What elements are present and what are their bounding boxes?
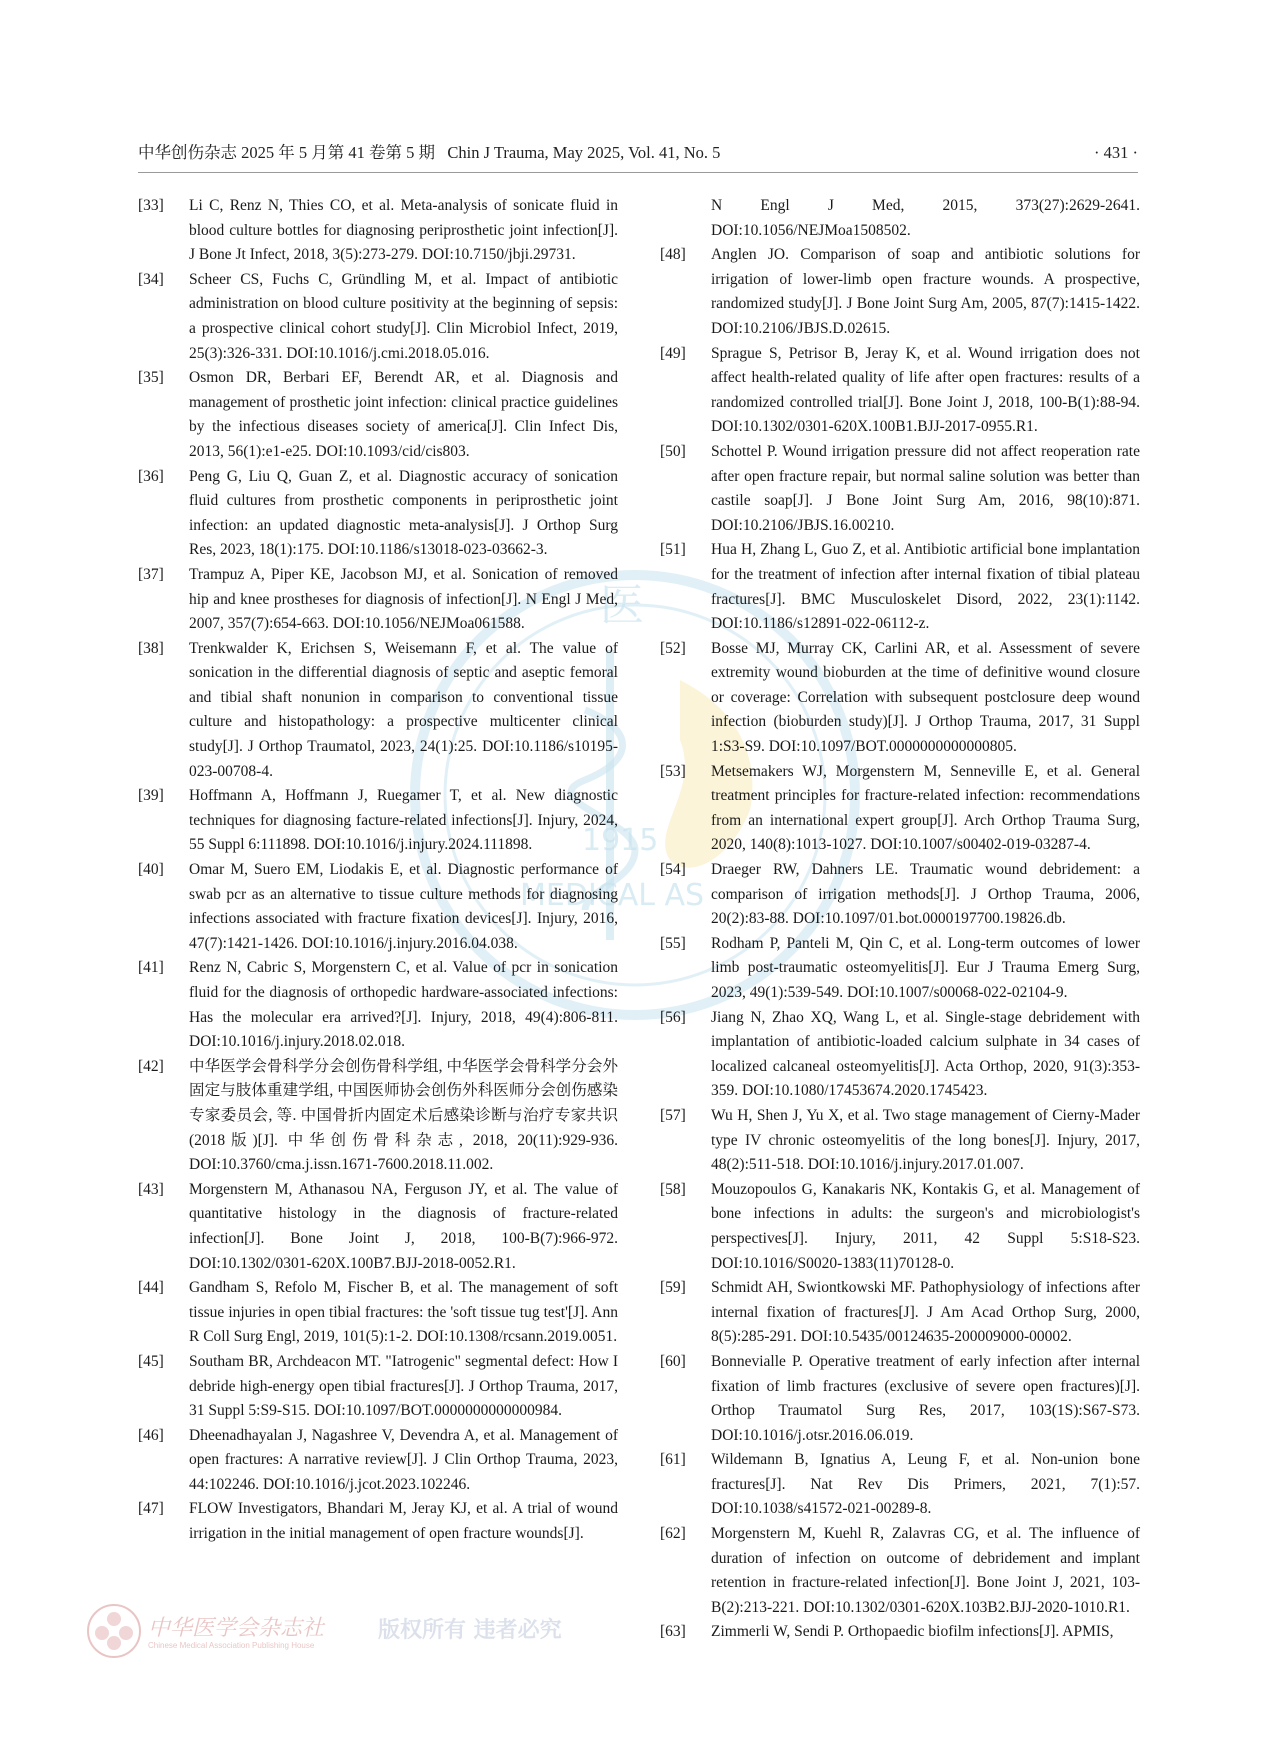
reference-item [660, 760, 1140, 858]
reference-item [660, 932, 1140, 1006]
reference-number: [40] [138, 861, 164, 879]
reference-number: [41] [138, 959, 164, 977]
watermark-motto: MEDICAL AS [520, 878, 705, 913]
reference-item [660, 1522, 1140, 1620]
reference-text: Morgenstern M, Kuehl R, Zalavras CG, et al. The influence of duration of infection on outcome of debridement and implant retention in fracture-related infection[J]. Bone Joint J, 2021, 103-B(2):213-221. DOI:10.1302/0301-620X.103B2.BJJ-2020-1010.R1. [711, 1525, 1140, 1616]
reference-number: [63] [660, 1623, 686, 1641]
reference-number: [56] [660, 1008, 686, 1026]
reference-number: [57] [660, 1106, 686, 1124]
reference-number: [55] [660, 934, 686, 952]
reference-number: [48] [660, 246, 686, 264]
reference-text: Hua H, Zhang L, Guo Z, et al. Antibiotic artificial bone implantation for the treatment of infection after internal fixation of tibial plateau fractures[J]. BMC Musculoskelet Disord, 2022, 23(1):1142. DOI:10.1186/s12891-022-06112-z. [711, 541, 1140, 633]
publisher-footer [86, 1603, 562, 1663]
reference-item [138, 366, 618, 464]
copyright-notice: 版权所有 违者必究 [378, 1618, 562, 1643]
journal-cn: 中华创伤杂志 2025 年 5 月第 41 卷第 5 期 [138, 143, 435, 162]
reference-item [660, 342, 1140, 440]
reference-item [660, 1276, 1140, 1350]
reference-item [138, 465, 618, 563]
reference-number: [54] [660, 861, 686, 879]
reference-text: Rodham P, Panteli M, Qin C, et al. Long-term outcomes of lower limb post-traumatic osteomyelitis[J]. Eur J Trauma Emerg Surg, 2023, 49(1):539-549. DOI:10.1007/s00068-022-02104-9. [711, 934, 1140, 1001]
reference-item [660, 538, 1140, 636]
reference-text: Omar M, Suero EM, Liodakis E, et al. Diagnostic performance of swab pcr as an alternative to tissue culture methods for diagnosing infections associated with fracture fixation devices[J]. Injury, 2016, 47(7):1421-1426. DOI:10.1016/j.injury.2016.04.038. [189, 861, 618, 952]
reference-number: [46] [138, 1426, 164, 1444]
running-header [138, 140, 1138, 166]
reference-number: [39] [138, 787, 164, 805]
reference-text: Wu H, Shen J, Yu X, et al. Two stage management of Cierny-Mader type IV chronic osteomyelitis of the long bones[J]. Injury, 2017, 48(2):511-518. DOI:10.1016/j.injury.2017.01.007. [711, 1106, 1140, 1174]
reference-item [660, 1448, 1140, 1522]
reference-number: [53] [660, 762, 686, 780]
reference-number: [44] [138, 1279, 164, 1297]
publisher-name: 中华医学会杂志社 [148, 1616, 325, 1641]
reference-item [138, 1350, 618, 1424]
reference-text: Southam BR, Archdeacon MT. "Iatrogenic" segmental defect: How I debride high-energy open tibial fractures[J]. J Orthop Trauma, 2017, 31 Suppl 5:S9-S15. DOI:10.1097/BOT.0000000000000984. [189, 1352, 618, 1420]
reference-number: [59] [660, 1279, 686, 1297]
reference-item [660, 1104, 1140, 1178]
reference-number: [51] [660, 541, 686, 559]
reference-text: Li C, Renz N, Thies CO, et al. Meta-analysis of sonicate fluid in blood culture bottles for diagnosing periprosthetic joint infection[J]. J Bone Jt Infect, 2018, 3(5):273-279. DOI:10.7150/jbji.29731. [189, 197, 618, 264]
reference-item [660, 1620, 1140, 1645]
reference-item [138, 563, 618, 637]
reference-text: Bonnevialle P. Operative treatment of early infection after internal fixation of limb fractures (exclusive of severe open fractures)[J]. Orthop Traumatol Surg Res, 2017, 103(1S):S67-S73. DOI:10.1016/j.otsr.2016.06.019. [711, 1352, 1140, 1444]
reference-text: Osmon DR, Berbari EF, Berendt AR, et al. Diagnosis and management of prosthetic joint infection: clinical practice guidelines by the infectious diseases society of america[J]. Clin Infect Dis, 2013, 56(1):e1-e25. DOI:10.1093/cid/cis803. [189, 369, 618, 460]
reference-item [660, 1006, 1140, 1104]
reference-text: Draeger RW, Dahners LE. Traumatic wound debridement: a comparison of irrigation methods[J]. J Orthop Trauma, 2006, 20(2):83-88. DOI:10.1097/01.bot.0000197700.19826.db. [711, 861, 1140, 928]
reference-text: Mouzopoulos G, Kanakaris NK, Kontakis G, et al. Management of bone infections in adults: the surgeon's and microbiologist's perspectives[J]. Injury, 2011, 42 Suppl 5:S18-S23. DOI:10.1016/S0020-1383(11)70128-0. [711, 1180, 1140, 1272]
reference-number: [38] [138, 639, 164, 657]
reference-number: [33] [138, 197, 164, 214]
reference-text: Scheer CS, Fuchs C, Gründling M, et al. Impact of antibiotic administration on blood culture positivity at the beginning of sepsis: a prospective clinical cohort study[J]. Clin Microbiol Infect, 2019, 25(3):326-331. DOI:10.1016/j.cmi.2018.05.016. [189, 270, 618, 362]
reference-item [660, 637, 1140, 760]
reference-column-right [660, 194, 1140, 1645]
reference-item [138, 268, 618, 366]
reference-number: [60] [660, 1352, 686, 1370]
reference-text: FLOW Investigators, Bhandari M, Jeray KJ, et al. A trial of wound irrigation in the initial management of open fracture wounds[J]. [189, 1500, 618, 1543]
reference-number: [49] [660, 344, 686, 362]
publisher-name-en: Chinese Medical Association Publishing House [148, 1641, 315, 1650]
reference-item [138, 637, 618, 785]
reference-text: Schmidt AH, Swiontkowski MF. Pathophysiology of infections after internal fixation of fractures[J]. J Am Acad Orthop Surg, 2000, 8(5):285-291. DOI:10.5435/00124635-200009000-00002. [711, 1279, 1140, 1346]
reference-text: Trampuz A, Piper KE, Jacobson MJ, et al. Sonication of removed hip and knee prostheses for diagnosis of infection[J]. N Engl J Med, 2007, 357(7):654-663. DOI:10.1056/NEJMoa061588. [189, 565, 618, 633]
reference-text: Anglen JO. Comparison of soap and antibiotic solutions for irrigation of lower-limb open fracture wounds. A prospective, randomized study[J]. J Bone Joint Surg Am, 2005, 87(7):1415-1422. DOI:10.2106/JBJS.D.02615. [711, 246, 1140, 337]
reference-item [138, 1178, 618, 1276]
reference-text: Schottel P. Wound irrigation pressure did not affect reoperation rate after open fracture repair, but normal saline solution was better than castile soap[J]. J Bone Joint Surg Am, 2016, 98(10):871. DOI:10.2106/JBJS.16.00210. [711, 442, 1140, 534]
header-divider [138, 172, 1138, 173]
reference-text: 中华医学会骨科学分会创伤骨科学组, 中华医学会骨科学分会外固定与肢体重建学组, 中国医师协会创伤外科医师分会创伤感染专家委员会, 等. 中国骨折内固定术后感染诊断与治疗专家共识(2018版)[J]. 中华创伤骨科杂志, 2018, 20(11):929-936. DOI:10.3760/cma.j.issn.1671-7600.2018.11.002. [189, 1057, 618, 1174]
reference-text: Trenkwalder K, Erichsen S, Weisemann F, et al. The value of sonication in the differential diagnosis of septic and aseptic femoral and tibial shaft nonunion in comparison to conventional tissue culture and histopathology: a prospective multicenter clinical study[J]. J Orthop Traumatol, 2023, 24(1):25. DOI:10.1186/s10195-023-00708-4. [189, 639, 618, 780]
reference-text: Metsemakers WJ, Morgenstern M, Senneville E, et al. General treatment principles for fracture-related infection: recommendations from an international expert group[J]. Arch Orthop Trauma Surg, 2020, 140(8):1013-1027. DOI:10.1007/s00402-019-03287-4. [711, 762, 1140, 854]
reference-text: Dheenadhayalan J, Nagashree V, Devendra A, et al. Management of open fractures: A narrative review[J]. J Clin Orthop Trauma, 2023, 44:102246. DOI:10.1016/j.jcot.2023.102246. [189, 1426, 618, 1493]
reference-item [138, 784, 618, 858]
reference-item [138, 1497, 618, 1546]
reference-item [660, 1178, 1140, 1276]
reference-text: Peng G, Liu Q, Guan Z, et al. Diagnostic accuracy of sonication fluid cultures from prosthetic components in periprosthetic joint infection: an updated diagnostic meta-analysis[J]. J Orthop Surg Res, 2023, 18(1):175. DOI:10.1186/s13018-023-03662-3. [189, 467, 618, 559]
page-number: · 431 · [1094, 143, 1138, 162]
reference-number: [47] [138, 1500, 164, 1518]
reference-number: [36] [138, 467, 164, 485]
reference-number: [43] [138, 1180, 164, 1198]
reference-item [660, 243, 1140, 341]
reference-number: [42] [138, 1057, 164, 1075]
reference-item [138, 1424, 618, 1498]
reference-item [660, 858, 1140, 932]
reference-item [660, 1350, 1140, 1448]
reference-item [138, 1276, 618, 1350]
reference-text: Morgenstern M, Athanasou NA, Ferguson JY, et al. The value of quantitative histology in the diagnosis of fracture-related infection[J]. Bone Joint J, 2018, 100-B(7):966-972. DOI:10.1302/0301-620X.100B7.BJJ-2018-0052.R1. [189, 1180, 618, 1272]
reference-number: [58] [660, 1180, 686, 1198]
reference-text: Renz N, Cabric S, Morgenstern C, et al. Value of pcr in sonication fluid for the diagnosis of orthopedic hardware-associated infections: Has the molecular era arrived?[J]. Injury, 2018, 49(4):806-811. DOI:10.1016/j.injury.2018.02.018. [189, 959, 618, 1051]
reference-continuation: N Engl J Med, 2015, 373(27):2629-2641. DOI:10.1056/NEJMoa1508502. [711, 197, 1140, 239]
reference-item [138, 858, 618, 956]
publisher-logo-icon [86, 1603, 142, 1659]
reference-item [138, 194, 618, 268]
reference-number: [62] [660, 1525, 686, 1543]
reference-text: Bosse MJ, Murray CK, Carlini AR, et al. Assessment of severe extremity wound bioburden at the time of definitive wound closure or coverage: Correlation with subsequent postclosure deep wound infection (bioburden study)[J]. J Orthop Trauma, 2017, 31 Suppl 1:S3-S9. DOI:10.1097/BOT.0000000000000805. [711, 639, 1140, 756]
reference-text: Hoffmann A, Hoffmann J, Ruegamer T, et al. New diagnostic techniques for diagnosing facture-related infections[J]. Injury, 2024, 55 Suppl 6:111898. DOI:10.1016/j.injury.2024.111898. [189, 787, 618, 854]
reference-item [660, 440, 1140, 538]
reference-list-right [660, 243, 1140, 1645]
journal-citation [138, 140, 720, 166]
reference-number: [50] [660, 442, 686, 460]
reference-text: Zimmerli W, Sendi P. Orthopaedic biofilm infections[J]. APMIS, [711, 1623, 1114, 1641]
reference-column-left [138, 194, 618, 1547]
reference-text: Gandham S, Refolo M, Fischer B, et al. The management of soft tissue injuries in open tibial fractures: the 'soft tissue tug test'[J]. Ann R Coll Surg Engl, 2019, 101(5):1-2. DOI:10.1308/rcsann.2019.0051. [189, 1279, 618, 1346]
reference-number: [34] [138, 270, 164, 288]
reference-number: [52] [660, 639, 686, 657]
journal-en: Chin J Trauma, May 2025, Vol. 41, No. 5 [447, 143, 721, 162]
reference-number: [61] [660, 1451, 686, 1469]
reference-text: Wildemann B, Ignatius A, Leung F, et al. Non-union bone fractures[J]. Nat Rev Dis Primers, 2021, 7(1):57. DOI:10.1038/s41572-021-00289-8. [711, 1451, 1140, 1518]
watermark-year: 1915 [582, 823, 659, 858]
watermark-char: 医 [600, 580, 644, 631]
reference-number: [45] [138, 1352, 164, 1370]
reference-item [138, 956, 618, 1054]
reference-number: [37] [138, 565, 164, 583]
reference-item [138, 1055, 618, 1178]
reference-text: Jiang N, Zhao XQ, Wang L, et al. Single-stage debridement with implantation of antibiotic-loaded calcium sulphate in 34 cases of localized calcaneal osteomyelitis[J]. Acta Orthop, 2020, 91(3):353-359. DOI:10.1080/17453674.2020.1745423. [711, 1008, 1140, 1100]
reference-number: [35] [138, 369, 164, 387]
reference-text: Sprague S, Petrisor B, Jeray K, et al. Wound irrigation does not affect health-related quality of life after open fractures: results of a randomized controlled trial[J]. Bone Joint J, 2018, 100-B(1):88-94. DOI:10.1302/0301-620X.100B1.BJJ-2017-0955.R1. [711, 344, 1140, 436]
